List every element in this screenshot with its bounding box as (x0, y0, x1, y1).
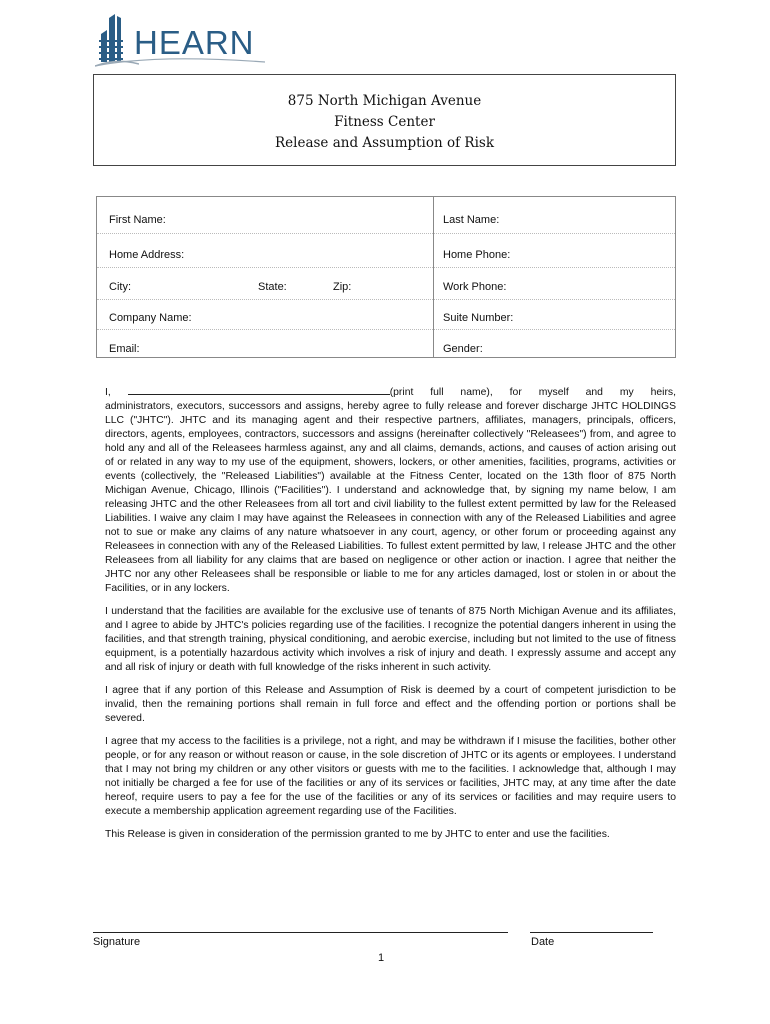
city-field[interactable]: City: (109, 281, 131, 293)
intro-prefix: I, (105, 387, 111, 398)
release-paragraph-3: I agree that if any portion of this Release and Assumption of Risk is deemed by a court of competent jurisdiction to be invalid, then the remaining portions shall remain in full force and effect and the offending portion or portions shall be severed. (105, 685, 676, 724)
row-divider (97, 329, 675, 330)
logo-text: HEARN (134, 24, 255, 61)
first-name-field[interactable]: First Name: (109, 214, 166, 226)
release-paragraph-4: I agree that my access to the facilities is a privilege, not a right, and may be withdrawn if I misuse the facilities, bother other people, or for any reason or without reason or cause, in the sole discretion of JHTC or its agents or employees. I understand that I may not bring my children or any other visitors or guests with me to the facilities. I acknowledge that, although I may not initially be charged a fee for use of the facilities or any of its services or facilities, JHTC may, at any time after the date hereof, require users to pay a fee for the use of the facilities or any of its services or facilities and may require users to execute a membership application agreement regarding use of the Facilities. (105, 736, 676, 817)
title-box (93, 74, 676, 166)
title-facility: Fitness Center (334, 114, 435, 130)
title-address: 875 North Michigan Avenue (287, 93, 482, 109)
release-intro (105, 385, 676, 400)
gender-field[interactable]: Gender: (443, 343, 483, 355)
signature-label: Signature (93, 936, 141, 948)
signature-line[interactable] (93, 932, 508, 933)
email-field[interactable]: Email: (109, 343, 140, 355)
release-paragraph-2: I understand that the facilities are available for the exclusive use of tenants of 875 North Michigan Avenue and its affiliates, and I agree to abide by JHTC's policies regarding use of the facilities. I recognize the potential dangers inherent in using the facilities, and that strength training, physical conditioning, and aerobic exercise, including but not limited to the use of fitness equipment, is a potentially hazardous activity which involves a risk of injury and death. I expressly assume and accept any and all risk of injury or death with full knowledge of the risks inherent in such activity. (105, 606, 676, 673)
home-address-field[interactable]: Home Address: (109, 249, 185, 261)
suite-number-field[interactable]: Suite Number: (443, 312, 514, 324)
release-paragraph-1: administrators, executors, successors and assigns, hereby agree to fully release and forever discharge JHTC HOLDINGS LLC ("JHTC"). JHTC and its managing agent and their respective partners, affiliates, managers, principals, officers, directors, agents, employees, contractors, successors and assigns (hereinafter collectively "Releasees") from, and agree to hold any and all of the Releasees harmless against, any and all claims, demands, actions, and causes of action arising out of or related in any way to my use of the equipment, showers, lockers, or other amenities, facilities, programs, activities or events (collectively, the "Released Liabilities") available at the Fitness Center, located on the 13th floor of 875 North Michigan Avenue, Chicago, Illinois ("Facilities"). I understand and acknowledge that, by signing my name below, I am releasing JHTC and the other Releasees from all tort and civil liability to the fullest extent permitted by law for the Released Liabilities. I waive any claim I may have against the Releasees in connection with any of the Released Liabilities and agree not to sue or make any claims of any nature whatsoever in any court, agency, or other forum or proceeding against any Releasees in connection with any of the Released Liabilities. To fullest extent permitted by law, I release JHTC and the other Releasees from all liability for any claims that are based on negligence or other action or inaction. I agree that neither the JHTC nor any other Releasees shall be responsible or liable to me for any articles damaged, lost or stolen in or about the Facilities, or in any lockers. (105, 401, 676, 594)
last-name-field[interactable]: Last Name: (443, 214, 500, 226)
company-name-field[interactable]: Company Name: (109, 312, 192, 324)
release-paragraph-5: This Release is given in consideration of the permission granted to me by JHTC to enter and use the facilities. (105, 829, 610, 840)
home-phone-field[interactable]: Home Phone: (443, 249, 511, 261)
page-number: 1 (378, 952, 385, 964)
column-divider (433, 197, 434, 357)
title-document: Release and Assumption of Risk (275, 135, 494, 151)
print-name-line[interactable] (128, 385, 390, 395)
row-divider (97, 233, 675, 234)
release-text (105, 385, 676, 851)
work-phone-field[interactable]: Work Phone: (443, 281, 507, 293)
state-field[interactable]: State: (258, 281, 287, 293)
intro-suffix: (print full name), for myself and my heirs, (389, 387, 676, 398)
date-line[interactable] (530, 932, 653, 933)
row-divider (97, 267, 675, 268)
date-label: Date (531, 936, 555, 948)
zip-field[interactable]: Zip: (333, 281, 352, 293)
row-divider (97, 299, 675, 300)
personal-info-form (96, 196, 676, 358)
